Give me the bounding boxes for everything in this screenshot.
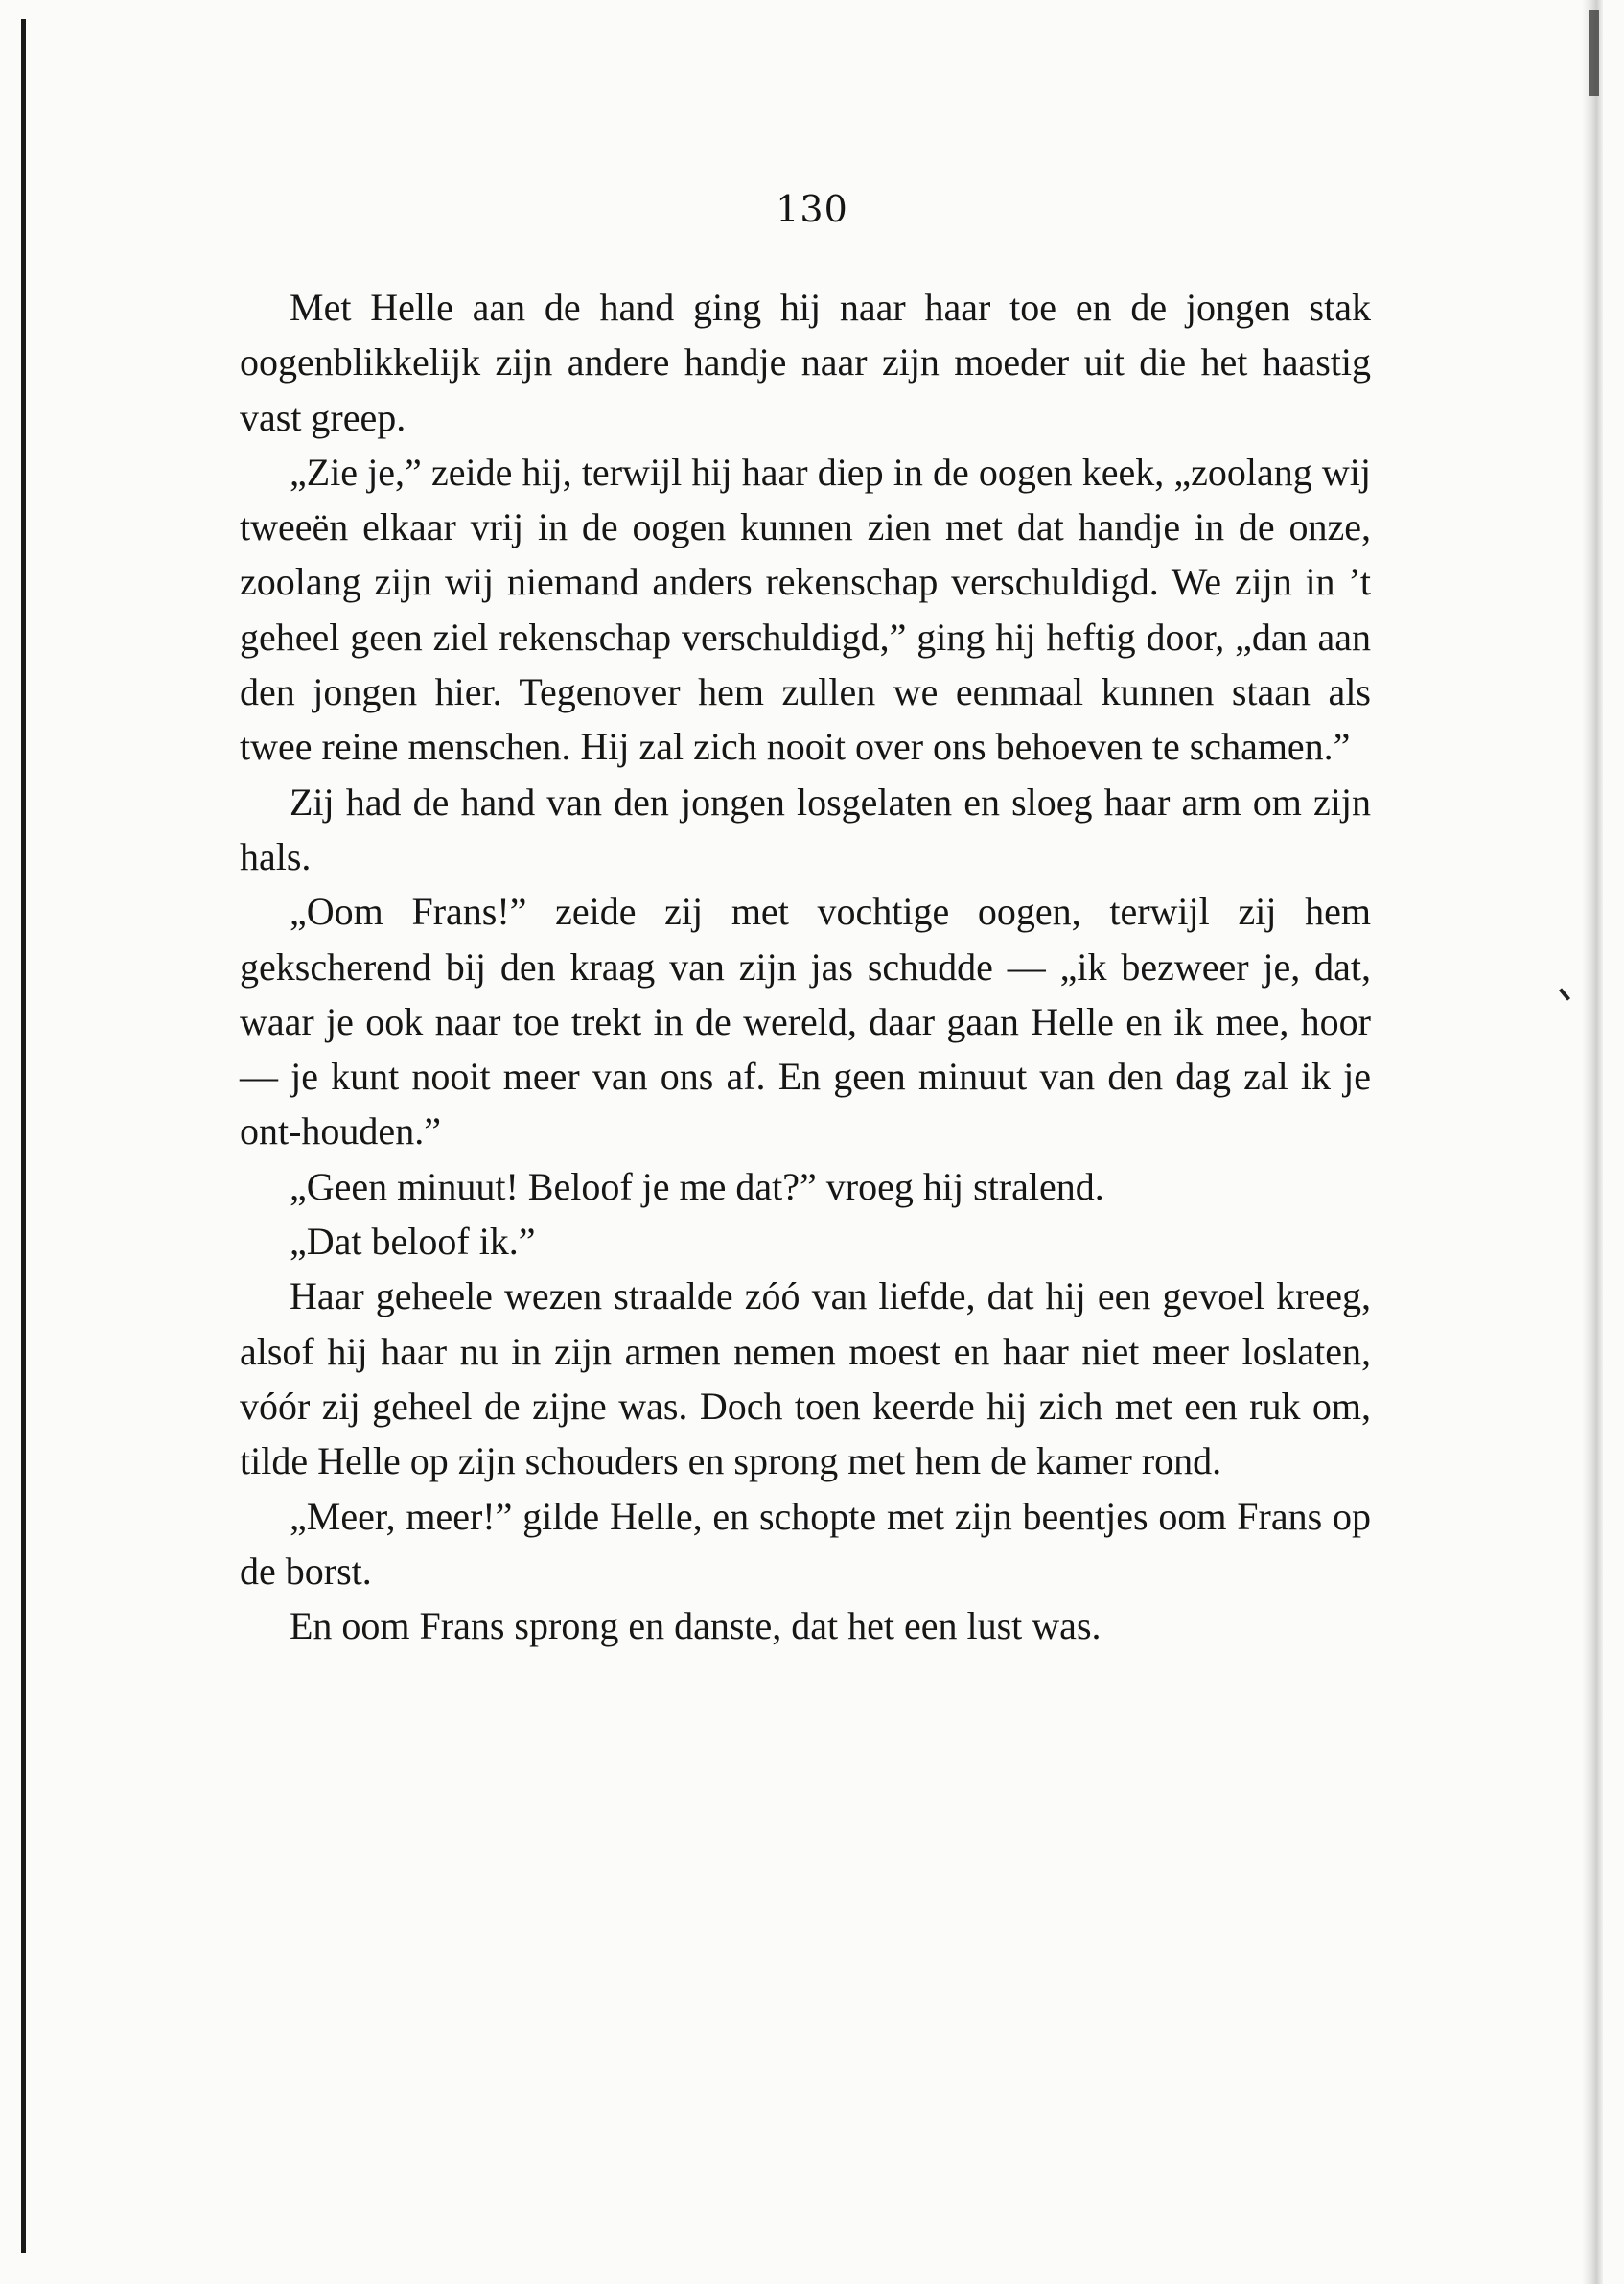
paragraph-5: „Geen minuut! Beloof je me dat?” vroeg hij stralend. xyxy=(290,1164,1104,1208)
scan-binding-mark xyxy=(1589,10,1599,96)
paragraph-8: „Meer, meer!” gilde Helle, en schopte met zijn beentjes oom Frans op de borst. xyxy=(240,1494,1371,1593)
page-number: 130 xyxy=(776,188,848,230)
paragraph-3: Zij had de hand van den jongen losgelaten en sloeg haar arm om zijn hals. xyxy=(240,780,1371,878)
scan-speck xyxy=(1559,988,1570,1000)
paragraph-6: „Dat beloof ik.” xyxy=(290,1220,536,1264)
paragraph-1: Met Helle aan de hand ging hij naar haar toe en de jongen stak oogenblikkelijk zijn andere handje naar zijn moeder uit die het haastig vast greep. xyxy=(240,286,1371,439)
paragraph-9: En oom Frans sprong en danste, dat het een lust was. xyxy=(290,1604,1102,1648)
paragraph-4: „Oom Frans!” zeide zij met vochtige oogen, terwijl zij hem gekscherend bij den kraag van zijn jas schudde — „ik bezweer je, dat, waar je ook naar toe trekt in de wereld, daar gaan Helle en ik mee, hoor — je kunt nooit meer van ons af. En geen minuut van den dag zal ik je ont-houden.” xyxy=(240,890,1371,1154)
scan-right-edge xyxy=(1582,0,1603,2284)
body-text xyxy=(240,280,1371,1653)
paragraph-2: „Zie je,” zeide hij, terwijl hij haar diep in de oogen keek, „zoolang wij tweeën elkaar vrij in de oogen kunnen zien met dat handje in de onze, zoolang zijn wij niemand anders rekenschap verschuldigd. We zijn in ’t geheel geen ziel rekenschap verschuldigd,” ging hij heftig door, „dan aan den jongen hier. Tegenover hem zullen we eenmaal kunnen staan als twee reine menschen. Hij zal zich nooit over ons behoeven te schamen.” xyxy=(240,450,1371,769)
scan-left-edge xyxy=(21,19,26,2253)
paragraph-7: Haar geheele wezen straalde zóó van liefde, dat hij een gevoel kreeg, alsof hij haar nu in zijn armen nemen moest en haar niet meer loslaten, vóór zij geheel de zijne was. Doch toen keerde hij zich met een ruk om, tilde Helle op zijn schouders en sprong met hem de kamer rond. xyxy=(240,1274,1371,1483)
